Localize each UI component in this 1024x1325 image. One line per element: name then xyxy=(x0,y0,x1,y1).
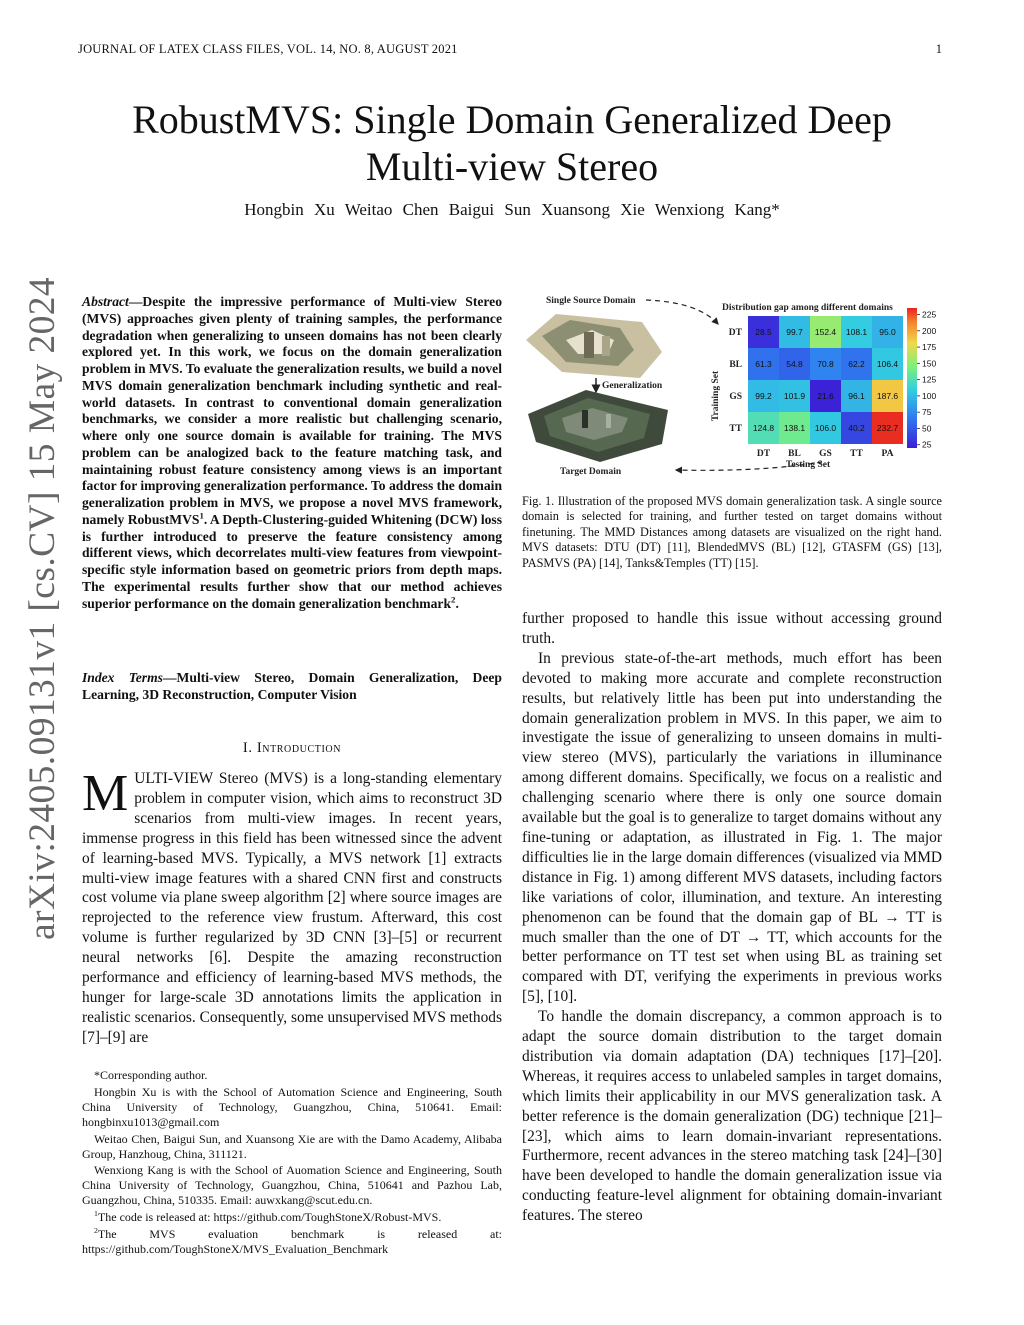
cell-value: 138.1 xyxy=(783,423,806,433)
dropcap: M xyxy=(82,765,129,822)
row-label: TT xyxy=(729,424,742,434)
arxiv-id: arXiv:2405.09131v1 [cs.CV] 15 May 2024 xyxy=(22,276,63,940)
running-head xyxy=(0,42,1024,58)
generalization-label: Generalization xyxy=(602,381,663,391)
cell-value: 99.7 xyxy=(786,327,803,337)
cell-value: 21.6 xyxy=(817,391,834,401)
paper-title xyxy=(0,96,1024,190)
abstract-text-3: . xyxy=(455,595,459,611)
footnote-affiliation-3: Wenxiong Kang is with the School of Auomation Science and Engineering, South China University of Technology, Guangzhou, China, 510641 and Pazhou Lab, Guangzhou, China, 510335. Email: auwxkang@scut.edu.cn. xyxy=(82,1163,502,1208)
figure-1 xyxy=(522,292,942,478)
row-label: GS xyxy=(729,392,742,402)
target-domain-label: Target Domain xyxy=(560,467,622,477)
footnote-corresponding: *Corresponding author. xyxy=(94,1068,208,1082)
footnote-1-mark: 1 xyxy=(94,1209,98,1219)
colorbar-tick-label: 25 xyxy=(922,439,932,450)
colorbar-tick-label: 175 xyxy=(922,342,937,353)
abstract xyxy=(82,294,502,612)
target-domain-image xyxy=(528,390,668,462)
intro-text: ULTI-VIEW Stereo (MVS) is a long-standing elementary problem in computer vision, which aims to reconstruct 3D scenarios from multi-view images. In recent years, immense progress in this field has been witnessed since the advent of learning-based MVS. Typically, a MVS network [1] extracts multi-view image features with a shared CNN first and constructs cost volume via plane sweep algorithm [2] where source images are reprojected to the reference view frustum. Afterward, this cost volume is further regularized by 3D CNN [3]–[5] or recurrent neural networks [6]. Despite the amazing reconstruction performance and efficiency of learning-based MVS methods, the hunger for large-scale 3D annotations limits the application in realistic scenarios. Consequently, some unsupervised MVS methods [7]–[9] are xyxy=(82,770,502,1046)
footnote-ref-1: 1 xyxy=(199,510,204,521)
cell-value: 99.2 xyxy=(755,391,772,401)
cell-value: 62.2 xyxy=(848,359,865,369)
column-label: DT xyxy=(756,449,771,459)
footnotes xyxy=(82,1068,502,1259)
section-number: I. xyxy=(242,740,253,756)
footnote-1-text: The code is released at: https://github.com/ToughStoneX/Robust-MVS. xyxy=(97,1210,442,1225)
figure-caption: Fig. 1. Illustration of the proposed MVS domain generalization task. A single source domain is selected for training, and further tested on target domains without finetuning. The MMD Distances among datasets are visualized on the right hand. MVS datasets: DTU (DT) [11], BlendedMVS (BL) [12], GTASFM (GS) [13], PASMVS (PA) [14], Tanks&Temples (TT) [15]. xyxy=(522,494,942,570)
footnote-1 xyxy=(82,1210,502,1225)
single-source-label: Single Source Domain xyxy=(546,296,636,306)
section-title: Introduction xyxy=(256,740,342,756)
footnote-2 xyxy=(82,1227,502,1257)
footnote-2-text: The MVS evaluation benchmark is released at: https://github.com/ToughStoneX/MVS_Evaluation_Benchmark xyxy=(82,1227,502,1256)
colorbar-tick-label: 100 xyxy=(922,390,937,401)
paragraph-continuation: further proposed to handle this issue without accessing ground truth. xyxy=(522,610,942,647)
cell-value: 232.7 xyxy=(876,423,899,433)
index-terms-label: Index Terms xyxy=(82,670,163,685)
footnote-ref-2: 2 xyxy=(451,593,456,604)
column-label: GS xyxy=(819,449,832,459)
abstract-text-1: —Despite the impressive performance of Multi-view Stereo (MVS) approaches given plenty of training samples, the performance degradation when generalizing to unseen domains has not been clearly explored yet. In this work, we focus on the domain generalization problem in MVS. To evaluate the generalization results, we build a novel MVS domain generalization benchmark including synthetic and real-world datasets. In contrast to conventional domain generalization benchmarks, we consider a more realistic but challenging scenario, where only one source domain is available for training. The MVS problem can be analogized back to the feature matching task, and maintaining robust feature consistency among views is an important factor for improving generalization performance. To address the domain generalization problem in MVS, we propose a novel MVS framework, namely RobustMVS xyxy=(82,294,502,527)
colorbar-tick-label: 150 xyxy=(922,358,937,369)
cell-value: 124.8 xyxy=(752,423,775,433)
intro-paragraph xyxy=(82,765,502,1048)
cell-value: 101.9 xyxy=(783,391,806,401)
footnote-affiliation-2: Weitao Chen, Baigui Sun, and Xuansong Xie are with the Damo Academy, Alibaba Group, Hanzhoug, China, 311121. xyxy=(82,1131,502,1161)
colorbar-tick-label: 75 xyxy=(922,407,932,418)
row-label: DT xyxy=(728,328,742,338)
cell-value: 96.1 xyxy=(848,391,865,401)
footnote-2-mark: 2 xyxy=(94,1226,98,1236)
source-domain-image xyxy=(526,314,662,378)
colorbar-tick-label: 125 xyxy=(922,374,937,385)
column-label: PA xyxy=(881,449,894,459)
testing-set-label: Testing Set xyxy=(785,460,831,470)
colorbar-tick-label: 200 xyxy=(922,325,937,336)
cell-value: 187.6 xyxy=(876,391,899,401)
column-label: BL xyxy=(788,449,801,459)
colorbar-tick-label: 225 xyxy=(922,309,937,320)
abstract-label: Abstract xyxy=(82,294,129,309)
cell-value: 61.3 xyxy=(755,359,772,369)
cell-value: 28.5 xyxy=(755,327,772,337)
title-line-1: RobustMVS: Single Domain Generalized Deep xyxy=(132,97,892,142)
index-terms xyxy=(82,670,502,704)
colorbar-ticks xyxy=(917,310,936,450)
author-list: Hongbin Xu Weitao Chen Baigui Sun Xuansong Xie Wenxiong Kang* xyxy=(244,200,780,219)
heatmap-title: Distribution gap among different domains xyxy=(722,303,893,313)
paragraph-previous-methods: In previous state-of-the-art methods, much effort has been devoted to making more accurate and complete reconstruction results, but relatively little has been put into understanding the domain generalization problem in MVS. In this paper, we aim to investigate the issue of generalizing to unseen domains in multi-view stereo (MVS), particularly the variations in illuminance among different domains. Specifically, we focus on a realistic and challenging scenario where there is only one source domain available but the goal is to generalize to target domains without any fine-tuning or adaptation, as illustrated in Fig. 1. The major difficulties lie in the large domain differences (visualized via MMD distance in Fig. 1) among different MVS datasets, including factors like variations of color, illumination, and texture. An interesting phenomenon can be found that the domain gap of BL → TT is much smaller than the one of DT → TT, which accounts for the better performance on TT test set when using BL as training set compared with DT, verifying the experiments in previous works [5], [10]. xyxy=(522,649,942,1006)
cell-value: 106.4 xyxy=(876,359,899,369)
cell-value: 106.0 xyxy=(814,423,837,433)
colorbar xyxy=(907,308,917,448)
training-set-label: Training Set xyxy=(711,370,721,422)
title-line-2: Multi-view Stereo xyxy=(365,144,659,189)
source-to-heatmap-arrow xyxy=(646,300,718,324)
right-column-text xyxy=(522,609,942,1226)
row-label: BL xyxy=(729,360,742,370)
abstract-text-2: . A Depth-Clustering-guided Whitening (DCW) loss is further introduced to preserve the feature consistency among different views, which decorrelates multi-view features from viewpoint-specific style information based on geometric priors from depth maps. The experimental results further show that our method achieves superior performance on the domain generalization benchmark xyxy=(82,511,502,611)
cell-value: 152.4 xyxy=(814,327,837,337)
arxiv-stamp xyxy=(20,276,66,940)
heatmap xyxy=(729,316,903,459)
column-label: TT xyxy=(850,449,863,459)
section-heading xyxy=(82,740,502,757)
paragraph-domain-discrepancy: To handle the domain discrepancy, a common approach is to adapt the source domain distribution to the target domain distribution via domain adaptation (DA) techniques [17]–[20]. Whereas, it requires access to unlabeled samples in target domains, which limits their applicability in our MVS generalization task. A better reference is the domain generalization (DG) technique [21]–[23], which aims to learn domain-invariant representations. Furthermore, recent advances in the stereo matching task [24]–[30] have been developed to handle the domain generalization issue via conducting feature-level alignment for obtaining domain-invariant features. The stereo xyxy=(522,1008,942,1225)
journal-name: JOURNAL OF LATEX CLASS FILES, VOL. 14, NO. 8, AUGUST 2021 xyxy=(78,42,458,56)
footnote-affiliation-1: Hongbin Xu is with the School of Automation Science and Engineering, South China University of Technology, Guangzhou, China, 510641. Email: hongbinxu1013@gmail.com xyxy=(82,1084,502,1129)
cell-value: 40.2 xyxy=(848,423,865,433)
index-terms-text: —Multi-view Stereo, Domain Generalization, Deep Learning, 3D Reconstruction, Computer Vision xyxy=(82,670,502,702)
cell-value: 70.8 xyxy=(817,359,834,369)
cell-value: 95.0 xyxy=(879,327,896,337)
colorbar-tick-label: 50 xyxy=(922,423,932,434)
cell-value: 108.1 xyxy=(845,327,868,337)
page-number: 1 xyxy=(935,42,942,56)
cell-value: 54.8 xyxy=(786,359,803,369)
